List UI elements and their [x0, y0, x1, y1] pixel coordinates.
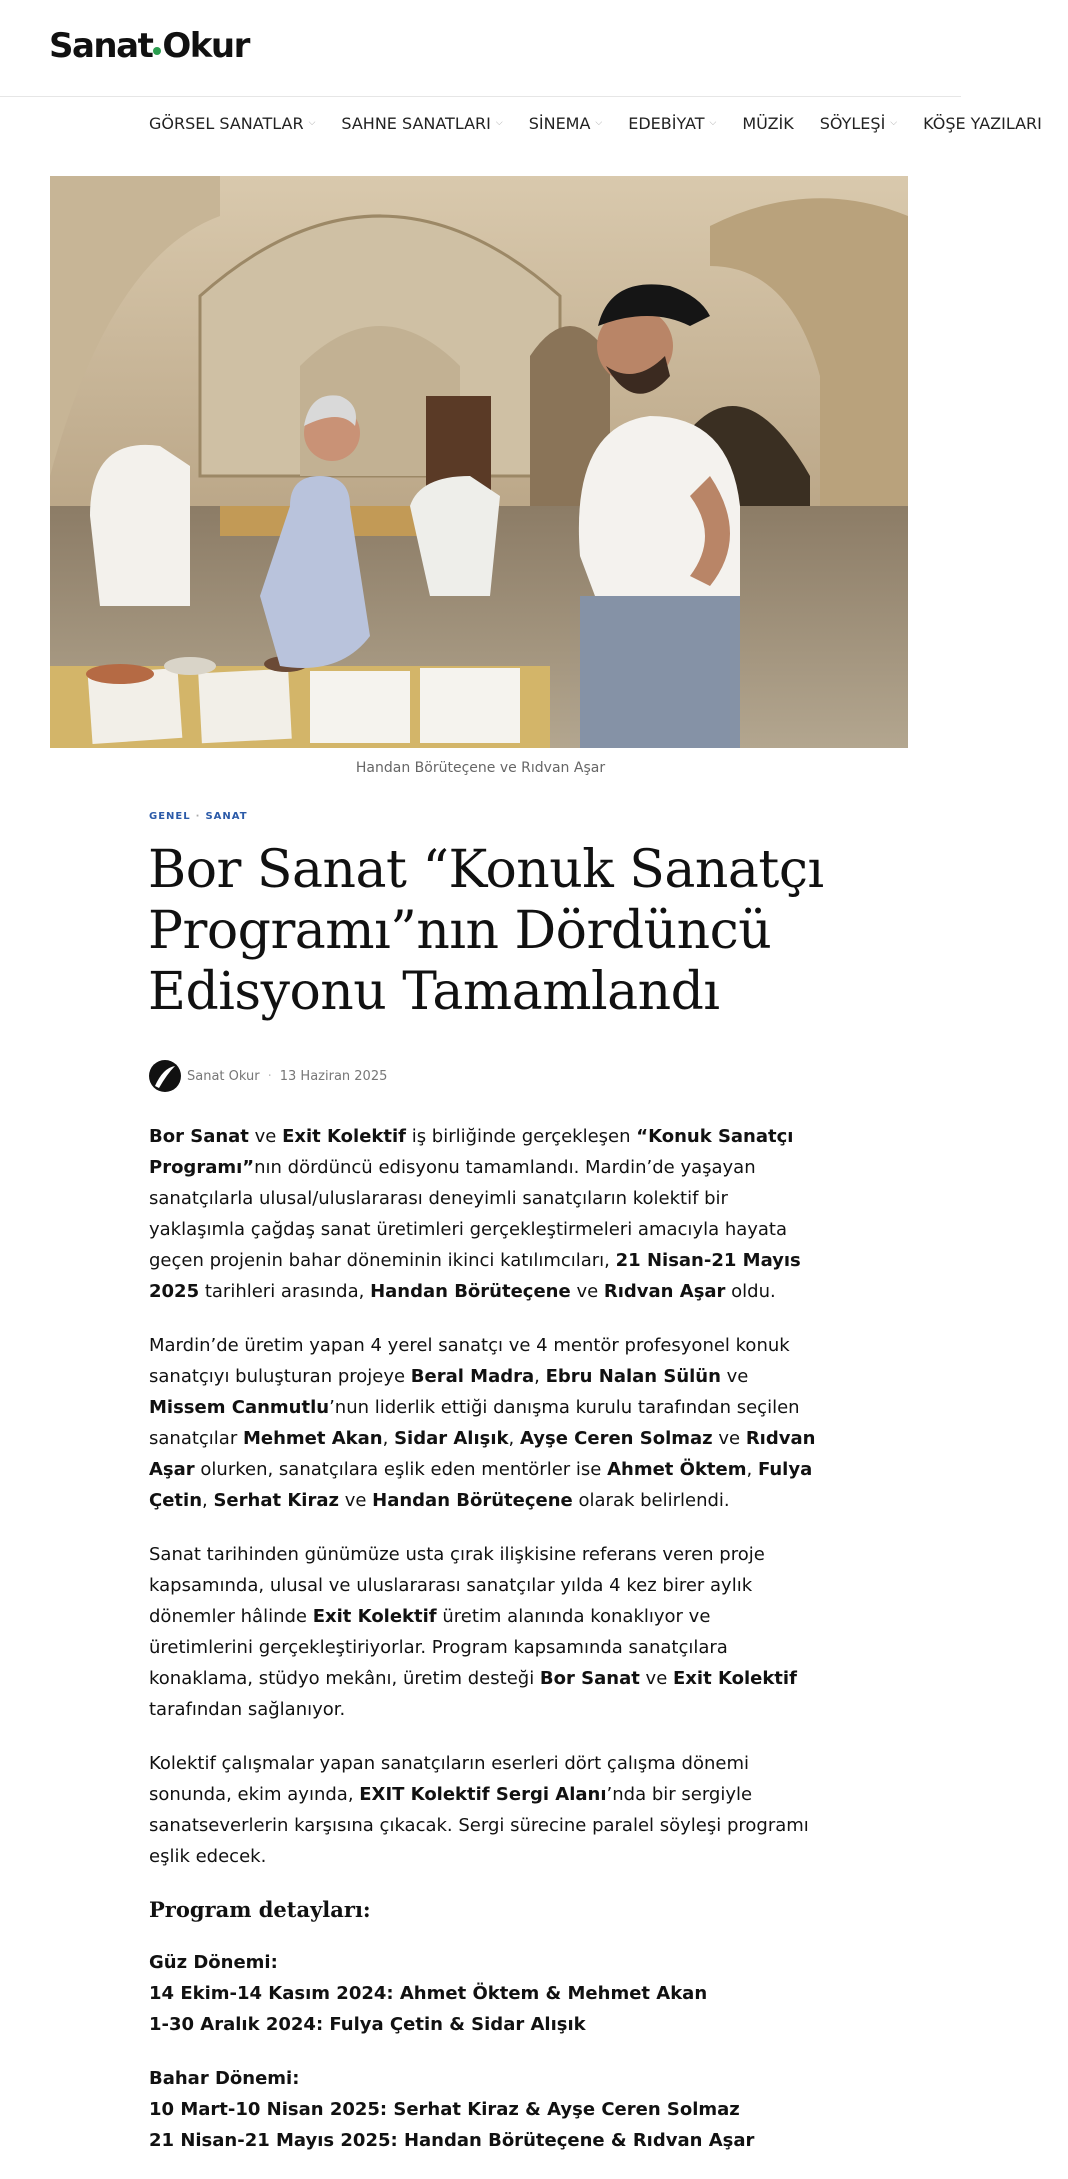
- text-run: iş birliğinde gerçekleşen: [405, 1126, 637, 1147]
- text-run: ’nda bir sergiyle sanatseverlerin karşısına çıkacak. Sergi sürecine paralel söyleşi programı eşlik edecek.: [149, 1784, 809, 1867]
- text-run: olarak belirlendi.: [572, 1490, 730, 1511]
- bold-text: Handan Börüteçene: [372, 1490, 573, 1511]
- text-run: nın dördüncü edisyonu tamamlandı. Mardin’de yaşayan sanatçılarla ulusal/uluslararası deneyimli sanatçıların kolektif bir yaklaşımla çağdaş sanat üretimleri gerçekleştirmeleri amacıyla hayata geçen projenin bahar döneminin ikinci katılımcıları,: [149, 1157, 788, 1271]
- chevron-down-icon: ⌵: [495, 118, 503, 128]
- article-body: [149, 1121, 819, 2179]
- autumn-schedule: [149, 1947, 819, 2040]
- bold-text: Serhat Kiraz: [213, 1490, 339, 1511]
- text-run: tarihleri arasında,: [199, 1281, 371, 1302]
- bold-text: Exit Kolektif: [282, 1126, 406, 1147]
- article-paragraph-2: [149, 1330, 819, 1516]
- article-paragraph-1: [149, 1121, 819, 1307]
- author-name[interactable]: Sanat Okur: [187, 1068, 260, 1084]
- spring-schedule: [149, 2063, 819, 2156]
- post-meta: [149, 1060, 387, 1092]
- schedule-item: 1-30 Aralık 2024: Fulya Çetin & Sidar Alışık: [149, 2014, 586, 2035]
- hero-caption: Handan Börüteçene ve Rıdvan Aşar: [355, 760, 606, 776]
- bold-text: Exit Kolektif: [312, 1606, 437, 1627]
- bold-text: Mehmet Akan: [242, 1428, 383, 1449]
- text-run: ve: [248, 1126, 283, 1147]
- bold-text: Rıdvan Aşar: [149, 1428, 816, 1480]
- article-paragraph-4: [149, 1748, 819, 1872]
- nav-item-sahne-sanatlari[interactable]: SAHNE SANATLARI ⌵: [341, 113, 503, 133]
- schedule-item: 21 Nisan-21 Mayıs 2025: Handan Börüteçene & Rıdvan Aşar: [149, 2130, 755, 2151]
- text-run: oldu.: [725, 1281, 776, 1302]
- chevron-down-icon: ⌵: [890, 118, 898, 128]
- text-run: ve: [639, 1668, 673, 1689]
- bold-text: “Konuk Sanatçı Programı”: [149, 1126, 794, 1178]
- nav-item-edebiyat[interactable]: EDEBİYAT ⌵: [628, 113, 717, 133]
- text-run: ve: [338, 1490, 373, 1511]
- text-run: ,: [508, 1428, 520, 1449]
- article-paragraph-3: [149, 1539, 819, 1725]
- nav-item-soylesi[interactable]: SÖYLEŞİ ⌵: [819, 113, 898, 133]
- logo-dot: [153, 47, 161, 55]
- text-run: ,: [534, 1366, 546, 1387]
- spring-title: Bahar Dönemi:: [149, 2068, 300, 2089]
- text-run: ve: [720, 1366, 749, 1387]
- bold-text: 21 Nisan-21 Mayıs 2025: [149, 1250, 801, 1302]
- text-run: tarafından sağlanıyor.: [149, 1699, 346, 1720]
- category-sanat[interactable]: SANAT: [205, 811, 248, 822]
- text-run: ,: [202, 1490, 214, 1511]
- text-run: ,: [382, 1428, 395, 1449]
- bold-text: Bor Sanat: [149, 1126, 249, 1147]
- author-avatar[interactable]: [149, 1060, 181, 1092]
- nav-item-kose-yazilari[interactable]: KÖŞE YAZILARI: [923, 113, 1042, 133]
- chevron-down-icon: ⌵: [709, 118, 717, 128]
- bold-text: EXIT Kolektif Sergi Alanı: [359, 1784, 607, 1805]
- schedule-item: 10 Mart-10 Nisan 2025: Serhat Kiraz & Ayşe Ceren Solmaz: [149, 2099, 740, 2120]
- autumn-title: Güz Dönemi:: [149, 1952, 278, 1973]
- post-categories: [149, 811, 248, 822]
- program-heading: Program detayları:: [149, 1897, 371, 1922]
- bold-text: Ebru Nalan Sülün: [545, 1366, 721, 1387]
- site-logo[interactable]: Sanat Okur: [49, 26, 249, 66]
- meta-separator: ·: [267, 1068, 272, 1084]
- main-nav: [149, 108, 1068, 138]
- bold-text: Bor Sanat: [539, 1668, 640, 1689]
- category-genel[interactable]: GENEL: [149, 811, 191, 822]
- nav-item-sinema[interactable]: SİNEMA ⌵: [528, 113, 603, 133]
- text-run: ve: [712, 1428, 746, 1449]
- post-title: Bor Sanat “Konuk Sanatçı Programı”nın Dördüncü Edisyonu Tamamlandı: [148, 840, 824, 1022]
- schedule-item: 14 Ekim-14 Kasım 2024: Ahmet Öktem & Mehmet Akan: [149, 1983, 708, 2004]
- bold-text: Rıdvan Aşar: [603, 1281, 726, 1302]
- text-run: ,: [746, 1459, 758, 1480]
- category-separator: ·: [195, 811, 201, 822]
- text-run: üretim alanında konaklıyor ve üretimlerini gerçekleştiriyorlar. Program kapsamında sanatçılara konaklama, stüdyo mekânı, üretim desteği: [149, 1606, 728, 1689]
- bold-text: Ayşe Ceren Solmaz: [519, 1428, 713, 1449]
- chevron-down-icon: ⌵: [308, 118, 316, 128]
- nav-item-muzik[interactable]: MÜZİK: [742, 113, 794, 133]
- text-run: ve: [570, 1281, 604, 1302]
- bold-text: Sidar Alışık: [394, 1428, 509, 1449]
- post-date: 13 Haziran 2025: [279, 1068, 388, 1084]
- text-run: olurken, sanatçılara eşlik eden mentörler ise: [194, 1459, 608, 1480]
- chevron-down-icon: ⌵: [595, 118, 603, 128]
- bold-text: Fulya Çetin: [149, 1459, 813, 1511]
- text-run: Sanat tarihinden günümüze usta çırak ilişkisine referans veren proje kapsamında, ulusal ve uluslararası sanatçılar yılda 4 kez birer aylık dönemler hâlinde: [149, 1544, 765, 1627]
- bold-text: Missem Canmutlu: [149, 1397, 330, 1418]
- text-run: Kolektif çalışmalar yapan sanatçıların eserleri dört çalışma dönemi sonunda, ekim ayında,: [149, 1753, 749, 1805]
- nav-item-gorsel-sanatlar[interactable]: GÖRSEL SANATLAR ⌵: [149, 113, 316, 133]
- bold-text: Beral Madra: [410, 1366, 535, 1387]
- bold-text: Ahmet Öktem: [607, 1459, 747, 1480]
- bold-text: Exit Kolektif: [673, 1668, 797, 1689]
- bold-text: Handan Börüteçene: [370, 1281, 571, 1302]
- text-run: Mardin’de üretim yapan 4 yerel sanatçı ve 4 mentör profesyonel konuk sanatçıyı buluşturan projeye: [149, 1335, 790, 1387]
- hero-image: [50, 176, 908, 748]
- site-header: [0, 0, 961, 97]
- text-run: ’nun liderlik ettiği danışma kurulu tarafından seçilen sanatçılar: [149, 1397, 800, 1449]
